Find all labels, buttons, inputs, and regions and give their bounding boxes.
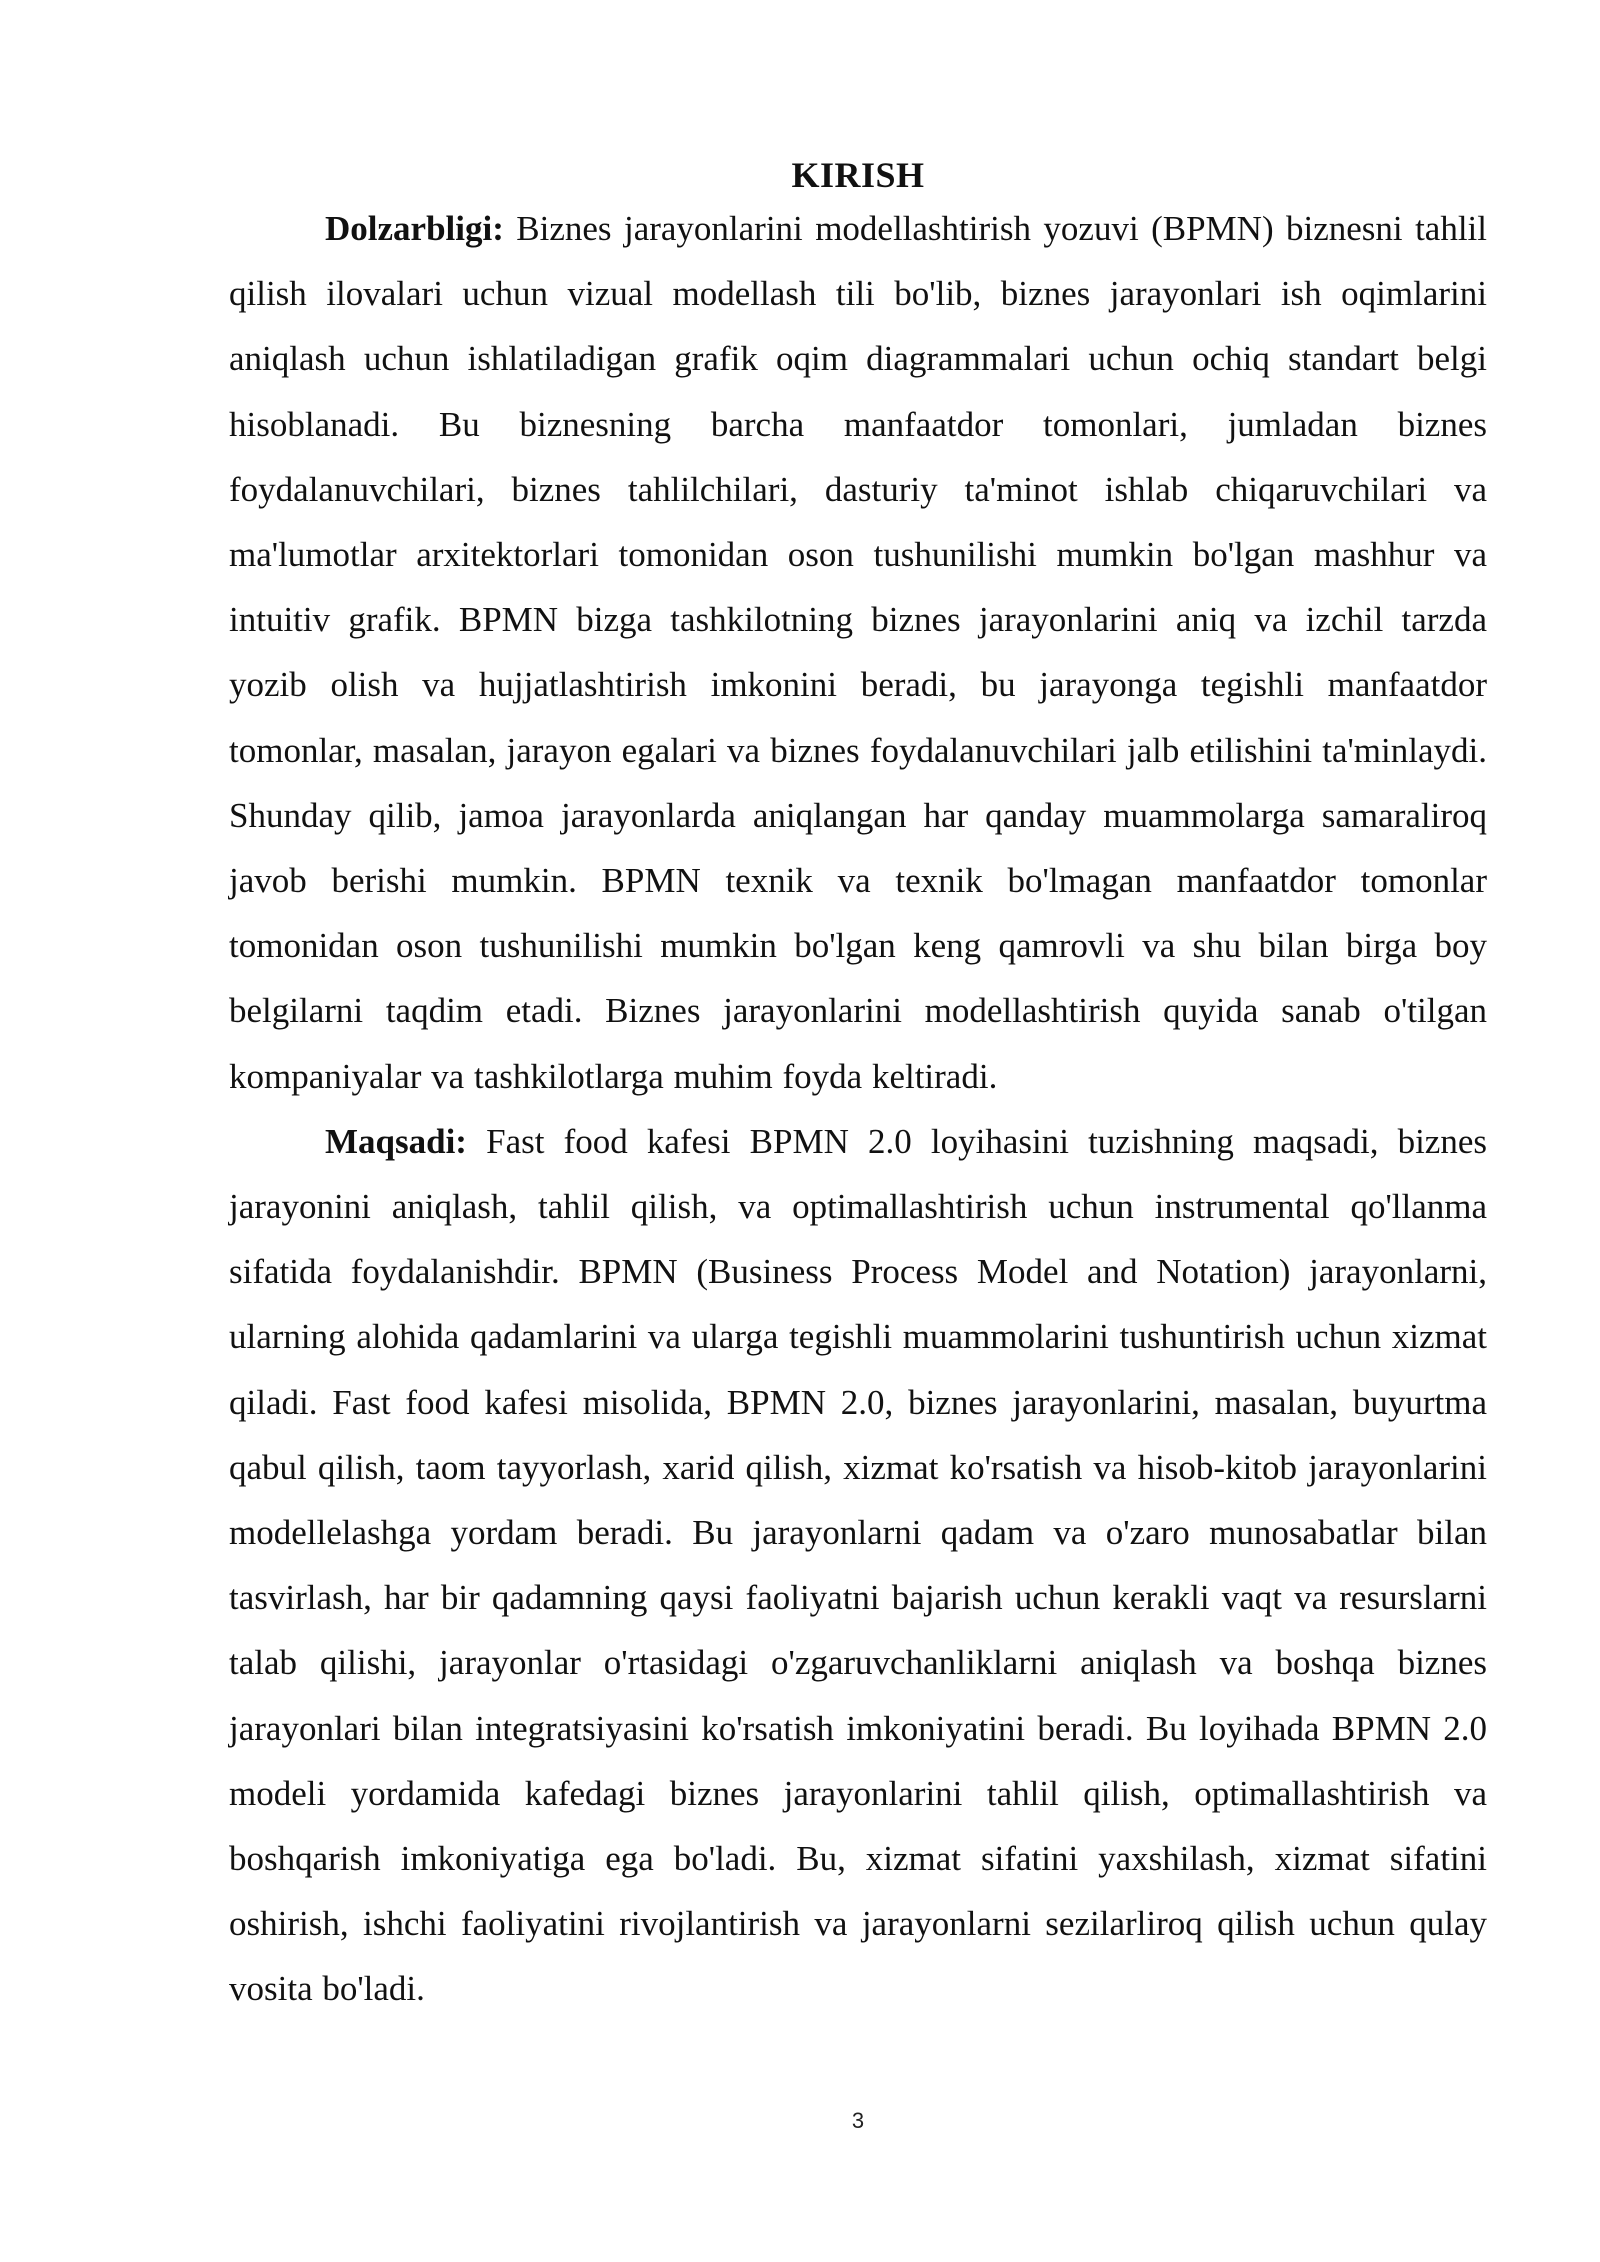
- section-label-goal: Maqsadi:: [325, 1121, 467, 1161]
- paragraph-goal: [229, 1109, 1487, 2022]
- section-text-goal: Fast food kafesi BPMN 2.0 loyihasini tuzishning maqsadi, biznes jarayonini aniqlash, tahlil qilish, va optimallashtirish uchun instrumental qo'llanma sifatida foydalanishdir. BPMN (Business Process Model and Notation) jarayonlarni, ularning alohida qadamlarini va ularga tegishli muammolarini tushuntirish uchun xizmat qiladi. Fast food kafesi misolida, BPMN 2.0, biznes jarayonlarini, masalan, buyurtma qabul qilish, taom tayyorlash, xarid qilish, xizmat ko'rsatish va hisob-kitob jarayonlarini modellelashga yordam beradi. Bu jarayonlarni qadam va o'zaro munosabatlar bilan tasvirlash, har bir qadamning qaysi faoliyatni bajarish uchun kerakli vaqt va resurslarni talab qilishi, jarayonlar o'rtasidagi o'zgaruvchanliklarni aniqlash va boshqa biznes jarayonlari bilan integratsiyasini ko'rsatish imkoniyatini beradi. Bu loyihada BPMN 2.0 modeli yordamida kafedagi biznes jarayonlarini tahlil qilish, optimallashtirish va boshqarish imkoniyatiga ega bo'ladi. Bu, xizmat sifatini yaxshilash, xizmat sifatini oshirish, ishchi faoliyatini rivojlantirish va jarayonlarni sezilarliroq qilish uchun qulay vosita bo'ladi.: [229, 1121, 1487, 2009]
- page-content: [229, 148, 1487, 2022]
- section-text-relevance: Biznes jarayonlarini modellashtirish yozuvi (BPMN) biznesni tahlil qilish ilovalari uchun vizual modellash tili bo'lib, biznes jarayonlari ish oqimlarini aniqlash uchun ishlatiladigan grafik oqim diagrammalari uchun ochiq standart belgi hisoblanadi. Bu biznesning barcha manfaatdor tomonlari, jumladan biznes foydalanuvchilari, biznes tahlilchilari, dasturiy ta'minot ishlab chiqaruvchilari va ma'lumotlar arxitektorlari tomonidan oson tushunilishi mumkin bo'lgan mashhur va intuitiv grafik. BPMN bizga tashkilotning biznes jarayonlarini aniq va izchil tarzda yozib olish va hujjatlashtirish imkonini beradi, bu jarayonga tegishli manfaatdor tomonlar, masalan, jarayon egalari va biznes foydalanuvchilari jalb etilishini ta'minlaydi. Shunday qilib, jamoa jarayonlarda aniqlangan har qanday muammolarga samaraliroq javob berishi mumkin. BPMN texnik va texnik bo'lmagan manfaatdor tomonlar tomonidan oson tushunilishi mumkin bo'lgan keng qamrovli va shu bilan birga boy belgilarni taqdim etadi. Biznes jarayonlarini modellashtirish quyida sanab o'tilgan kompaniyalar va tashkilotlarga muhim foyda keltiradi.: [229, 209, 1488, 1096]
- page-number: 3: [851, 2108, 865, 2133]
- page-title: KIRISH: [791, 155, 925, 195]
- paragraph-relevance: [229, 196, 1487, 1109]
- section-label-relevance: Dolzarbligi:: [325, 209, 504, 248]
